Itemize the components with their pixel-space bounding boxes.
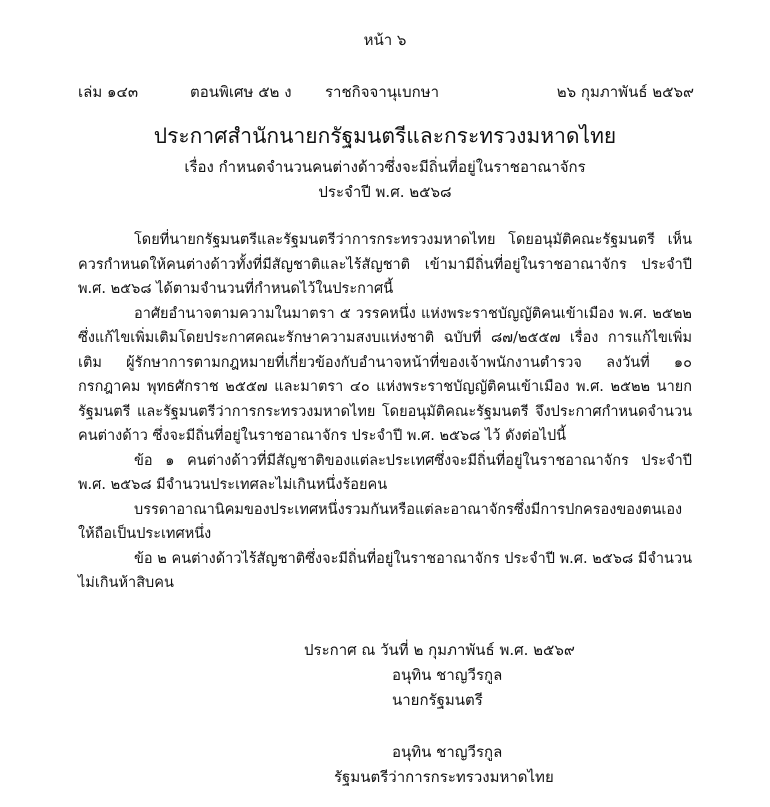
announcement-body bbox=[78, 228, 692, 596]
paragraph-preamble: โดยที่นายกรัฐมนตรีและรัฐมนตรีว่าการกระทรวงมหาดไทย โดยอนุมัติคณะรัฐมนตรี เห็นควรกำหนดให้คนต่างด้าวทั้งที่มีสัญชาติและไร้สัญชาติ เข้ามามีถิ่นที่อยู่ในราชอาณาจักร ประจำปี พ.ศ. ๒๕๖๘ ได้ตามจำนวนที่กำหนดไว้ในประกาศนี้ bbox=[78, 232, 692, 297]
signer-2-position: รัฐมนตรีว่าการกระทรวงมหาดไทย bbox=[334, 768, 554, 786]
paragraph-clause-1-note: บรรดาอาณานิคมของประเทศหนึ่งรวมกันหรือแต่ละอาณาจักรซึ่งมีการปกครองของตนเอง ให้ถือเป็นประเทศหนึ่ง bbox=[78, 501, 683, 542]
signer-2-name: อนุทิน ชาญวีรกูล bbox=[392, 743, 503, 761]
announcement-title: ประกาศสำนักนายกรัฐมนตรีและกระทรวงมหาดไทย bbox=[153, 124, 617, 148]
signature-date: ประกาศ ณ วันที่ ๒ กุมภาพันธ์ พ.ศ. ๒๕๖๙ bbox=[304, 641, 575, 659]
header-volume: เล่ม ๑๔๓ bbox=[78, 83, 139, 101]
paragraph-clause-1: ข้อ ๑ คนต่างด้าวที่มีสัญชาติของแต่ละประเทศซึ่งจะมีถิ่นที่อยู่ในราชอาณาจักร ประจำปี พ.ศ. ๒๕๖๘ มีจำนวนประเทศละไม่เกินหนึ่งร้อยคน bbox=[78, 452, 692, 493]
announcement-year: ประจำปี พ.ศ. ๒๕๖๘ bbox=[318, 183, 452, 201]
header-gazette-name: ราชกิจจานุเบกษา bbox=[325, 83, 440, 101]
signer-1-position: นายกรัฐมนตรี bbox=[392, 691, 483, 709]
header-date: ๒๖ กุมภาพันธ์ ๒๕๖๙ bbox=[556, 83, 694, 101]
paragraph-authority: อาศัยอำนาจตามความในมาตรา ๕ วรรคหนึ่ง แห่งพระราชบัญญัติคนเข้าเมือง พ.ศ. ๒๕๒๒ ซึ่งแก้ไขเพิ่มเติมโดยประกาศคณะรักษาความสงบแห่งชาติ ฉบับที่ ๘๗/๒๕๕๗ เรื่อง การแก้ไขเพิ่มเติม ผู้รักษาการตามกฎหมายที่เกี่ยวข้องกับอำนาจหน้าที่ของเจ้าพนักงานตำรวจ ลงวันที่ ๑๐ กรกฎาคม พุทธศักราช ๒๕๕๗ และมาตรา ๔๐ แห่งพระราชบัญญัติคนเข้าเมือง พ.ศ. ๒๕๒๒ นายกรัฐมนตรี และรัฐมนตรีว่าการกระทรวงมหาดไทย โดยอนุมัติคณะรัฐมนตรี จึงประกาศกำหนดจำนวนคนต่างด้าว ซึ่งจะมีถิ่นที่อยู่ในราชอาณาจักร ประจำปี พ.ศ. ๒๕๖๘ ไว้ ดังต่อไปนี้ bbox=[78, 305, 692, 444]
announcement-subject: เรื่อง กำหนดจำนวนคนต่างด้าวซึ่งจะมีถิ่นที่อยู่ในราชอาณาจักร bbox=[184, 158, 586, 176]
page-number: หน้า ๖ bbox=[363, 31, 407, 49]
header-section: ตอนพิเศษ ๕๒ ง bbox=[190, 83, 292, 101]
signer-1-name: อนุทิน ชาญวีรกูล bbox=[392, 666, 503, 684]
paragraph-clause-2: ข้อ ๒ คนต่างด้าวไร้สัญชาติซึ่งจะมีถิ่นที่อยู่ในราชอาณาจักร ประจำปี พ.ศ. ๒๕๖๘ มีจำนวนไม่เกินห้าสิบคน bbox=[78, 550, 692, 591]
